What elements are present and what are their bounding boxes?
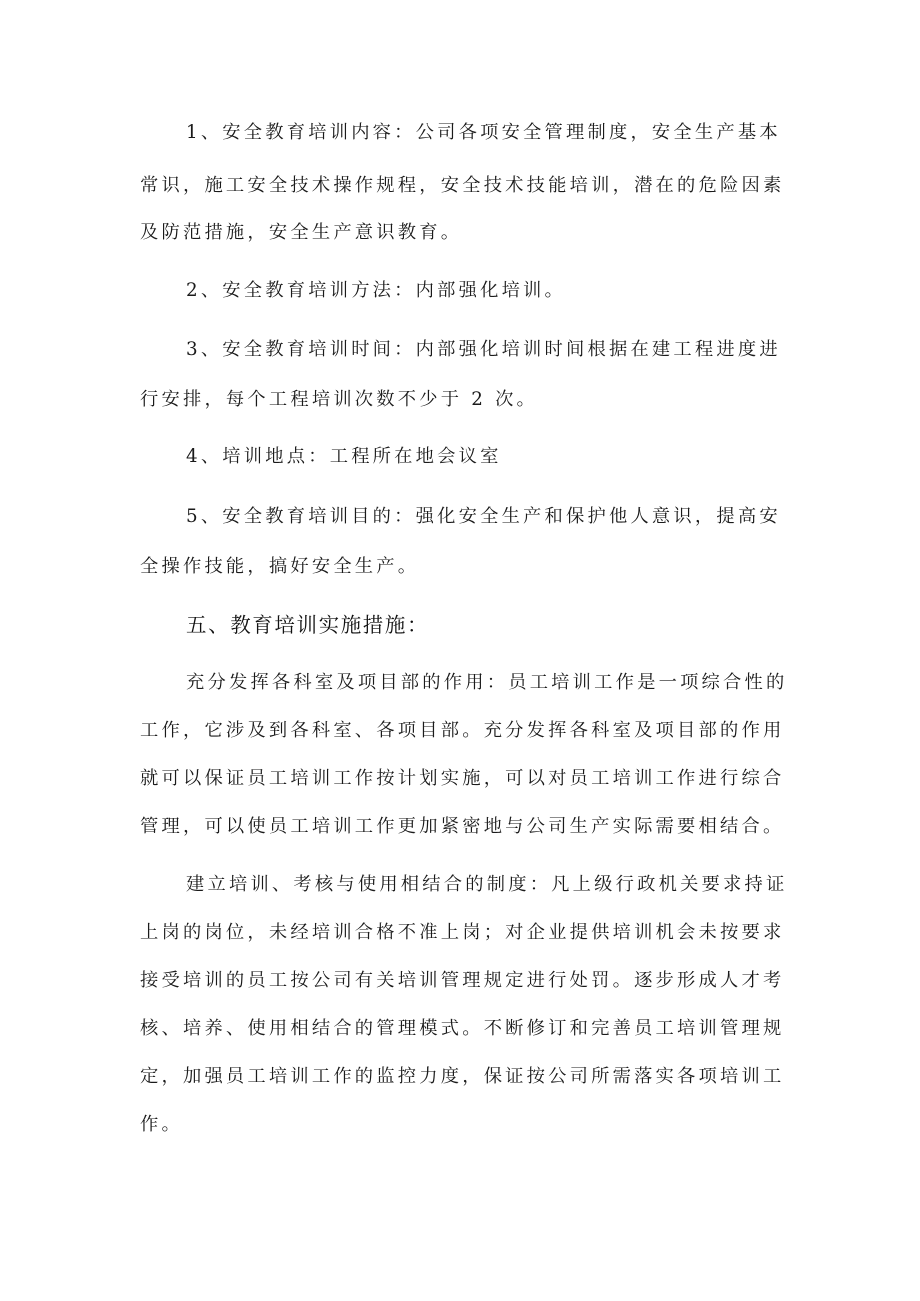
measure-1-line-2: 工作，它涉及到各科室、各项目部。充分发挥各科室及项目部的作用: [140, 720, 785, 741]
item-1-line-2: 常识，施工安全技术操作规程，安全技术技能培训，潜在的危险因素: [140, 175, 785, 196]
measure-1-line-4: 管理，可以使员工培训工作更加紧密地与公司生产实际需要相结合。: [140, 816, 785, 837]
measure-2-line-4: 核、培养、使用相结合的管理模式。不断修订和完善员工培训管理规: [140, 1018, 785, 1039]
item-2-line-1: 2、安全教育培训方法：内部强化培训。: [186, 280, 567, 301]
measure-1-line-1: 充分发挥各科室及项目部的作用：员工培训工作是一项综合性的: [186, 672, 788, 693]
measure-1-line-3: 就可以保证员工培训工作按计划实施，可以对员工培训工作进行综合: [140, 768, 785, 789]
item-3-line-2: 行安排，每个工程培训次数不少于 2 次。: [140, 389, 539, 410]
measure-2-line-6: 作。: [140, 1114, 183, 1135]
item-5-line-1: 5、安全教育培训目的：强化安全生产和保护他人意识，提高安: [186, 506, 781, 527]
item-4-line-1: 4、培训地点：工程所在地会议室: [186, 446, 502, 467]
item-1-line-3: 及防范措施，安全生产意识教育。: [140, 222, 463, 243]
item-3-line-1: 3、安全教育培训时间：内部强化培训时间根据在建工程进度进: [186, 339, 781, 360]
measure-2-line-2: 上岗的岗位，未经培训合格不准上岗；对企业提供培训机会未按要求: [140, 922, 785, 943]
measure-2-line-5: 定，加强员工培训工作的监控力度，保证按公司所需落实各项培训工: [140, 1066, 785, 1087]
item-5-line-2: 全操作技能，搞好安全生产。: [140, 556, 420, 577]
section-heading: 五、教育培训实施措施：: [186, 613, 430, 637]
item-1-line-1: 1、安全教育培训内容：公司各项安全管理制度，安全生产基本: [186, 122, 781, 143]
measure-2-line-3: 接受培训的员工按公司有关培训管理规定进行处罚。逐步形成人才考: [140, 970, 785, 991]
measure-2-line-1: 建立培训、考核与使用相结合的制度：凡上级行政机关要求持证: [186, 874, 788, 895]
